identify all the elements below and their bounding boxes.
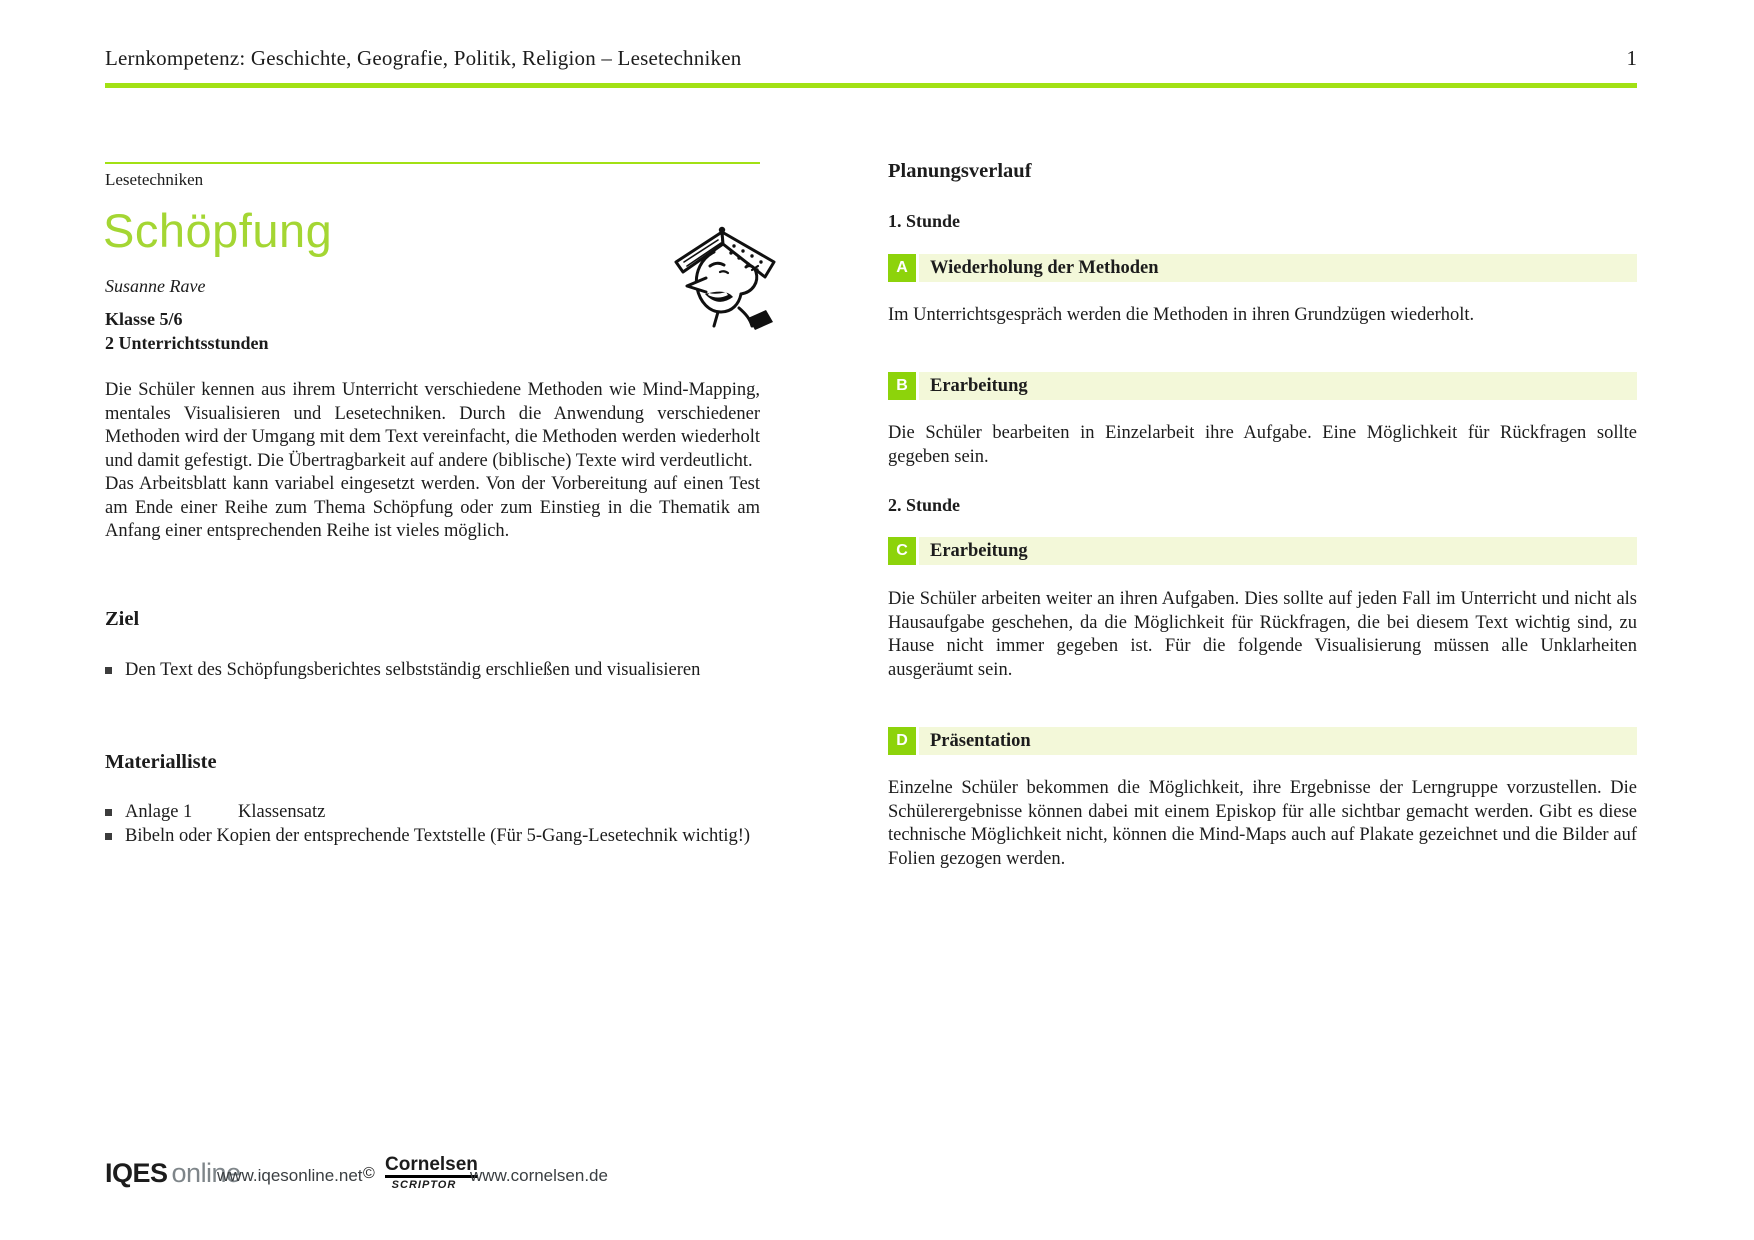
material-item-1 <box>125 801 760 825</box>
materials-heading: Materialliste <box>105 751 217 773</box>
iqes-logo-bold: IQES <box>105 1158 168 1188</box>
lesson-2-heading: 2. Stunde <box>888 495 961 515</box>
cornelsen-logo-scriptor: SCRIPTOR <box>391 1178 457 1191</box>
material-item-2: Bibeln oder Kopien der entsprechende Textstelle (Für 5-Gang-Lesetechnik wichtig!) <box>125 825 751 846</box>
step-letter-badge: C <box>888 537 916 565</box>
step-bar-c <box>888 537 1637 565</box>
cornelsen-logo <box>385 1154 478 1191</box>
reader-with-book-illustration <box>660 220 792 336</box>
author-name: Susanne Rave <box>105 276 206 296</box>
step-bar-a <box>888 254 1637 282</box>
cornelsen-url: www.cornelsen.de <box>470 1166 608 1185</box>
page-number: 1 <box>1626 46 1637 70</box>
introduction <box>105 379 760 544</box>
cornelsen-logo-name: Cornelsen <box>385 1155 478 1178</box>
step-title: Erarbeitung <box>919 537 1637 565</box>
iqes-logo-light: online <box>171 1158 241 1188</box>
step-title: Wiederholung der Methoden <box>919 254 1637 282</box>
goal-item-text: Den Text des Schöpfungsberichtes selbstständig erschließen und visualisieren <box>125 660 701 680</box>
page-title: Schöpfung <box>103 204 333 257</box>
material-item-1-detail: Klassensatz <box>238 802 326 822</box>
header-rule <box>105 83 1637 88</box>
step-bar-d <box>888 727 1637 755</box>
intro-paragraph-2: Das Arbeitsblatt kann variabel eingesetzt werden. Von der Vorbereitung auf einen Test am Ende einer Reihe zum Thema Schöpfung oder zum Einstieg in die Thematik am Anfang einer entsprechenden Reihe ist vieles möglich. <box>105 474 760 541</box>
square-bullet-icon <box>105 833 112 840</box>
goal-list <box>105 659 760 683</box>
step-title: Erarbeitung <box>919 372 1637 400</box>
goal-heading: Ziel <box>105 608 140 630</box>
section-rule <box>105 162 760 164</box>
list-item <box>105 801 760 825</box>
step-b-text: Die Schüler bearbeiten in Einzelarbeit ihre Aufgabe. Eine Möglichkeit für Rückfragen sollte gegeben sein. <box>888 423 1637 467</box>
step-d-text: Einzelne Schüler bekommen die Möglichkeit, ihre Ergebnisse der Lerngruppe vorzustellen. Die Schülerergebnisse können dabei mit einem Episkop für alle sichtbar gemacht werden. Gibt es diese technische Möglichkeit nicht, können die Mind-Maps auch auf Plakate gezeichnet und die Bilder auf Folien gezogen werden. <box>888 778 1637 869</box>
list-item <box>105 825 760 849</box>
materials-list <box>105 801 760 848</box>
material-item-1-name: Anlage 1 <box>125 802 193 822</box>
iqes-url: www.iqesonline.net <box>217 1166 363 1185</box>
step-c-text: Die Schüler arbeiten weiter an ihren Aufgaben. Dies sollte auf jeden Fall im Unterricht und nicht als Hausaufgabe geschehen, da die Möglichkeit für Rückfragen, die bei diesem Text wichtig sind, zu Hause nicht immer gegeben ist. Für die folgende Visualisierung müssen alle Unklarheiten ausgeräumt sein. <box>888 589 1637 680</box>
class-level: Klasse 5/6 <box>105 309 183 329</box>
lesson-count: 2 Unterrichtsstunden <box>105 332 269 353</box>
square-bullet-icon <box>105 809 112 816</box>
list-item <box>105 659 760 683</box>
plan-heading: Planungsverlauf <box>888 160 1032 182</box>
series-label: Lesetechniken <box>105 170 204 189</box>
square-bullet-icon <box>105 667 112 674</box>
step-letter-badge: A <box>888 254 916 282</box>
class-and-duration <box>105 308 269 355</box>
intro-paragraph-1: Die Schüler kennen aus ihrem Unterricht verschiedene Methoden wie Mind-Mapping, mentales Visualisieren und Lesetechniken. Durch die Anwendung verschiedener Methoden wird der Umgang mit dem Text vereinfacht, die Methoden werden wiederholt und damit gefestigt. Die Übertragbarkeit auf andere (biblische) Texte wird verdeutlicht. <box>105 380 760 471</box>
step-a-text: Im Unterrichtsgespräch werden die Methoden in ihren Grundzügen wiederholt. <box>888 305 1475 325</box>
step-bar-b <box>888 372 1637 400</box>
step-letter-badge: B <box>888 372 916 400</box>
step-letter-badge: D <box>888 727 916 755</box>
step-title: Präsentation <box>919 727 1637 755</box>
running-header-title: Lernkompetenz: Geschichte, Geografie, Politik, Religion – Lesetechniken <box>105 46 742 70</box>
lesson-1-heading: 1. Stunde <box>888 211 961 231</box>
copyright-symbol: © <box>363 1165 375 1182</box>
